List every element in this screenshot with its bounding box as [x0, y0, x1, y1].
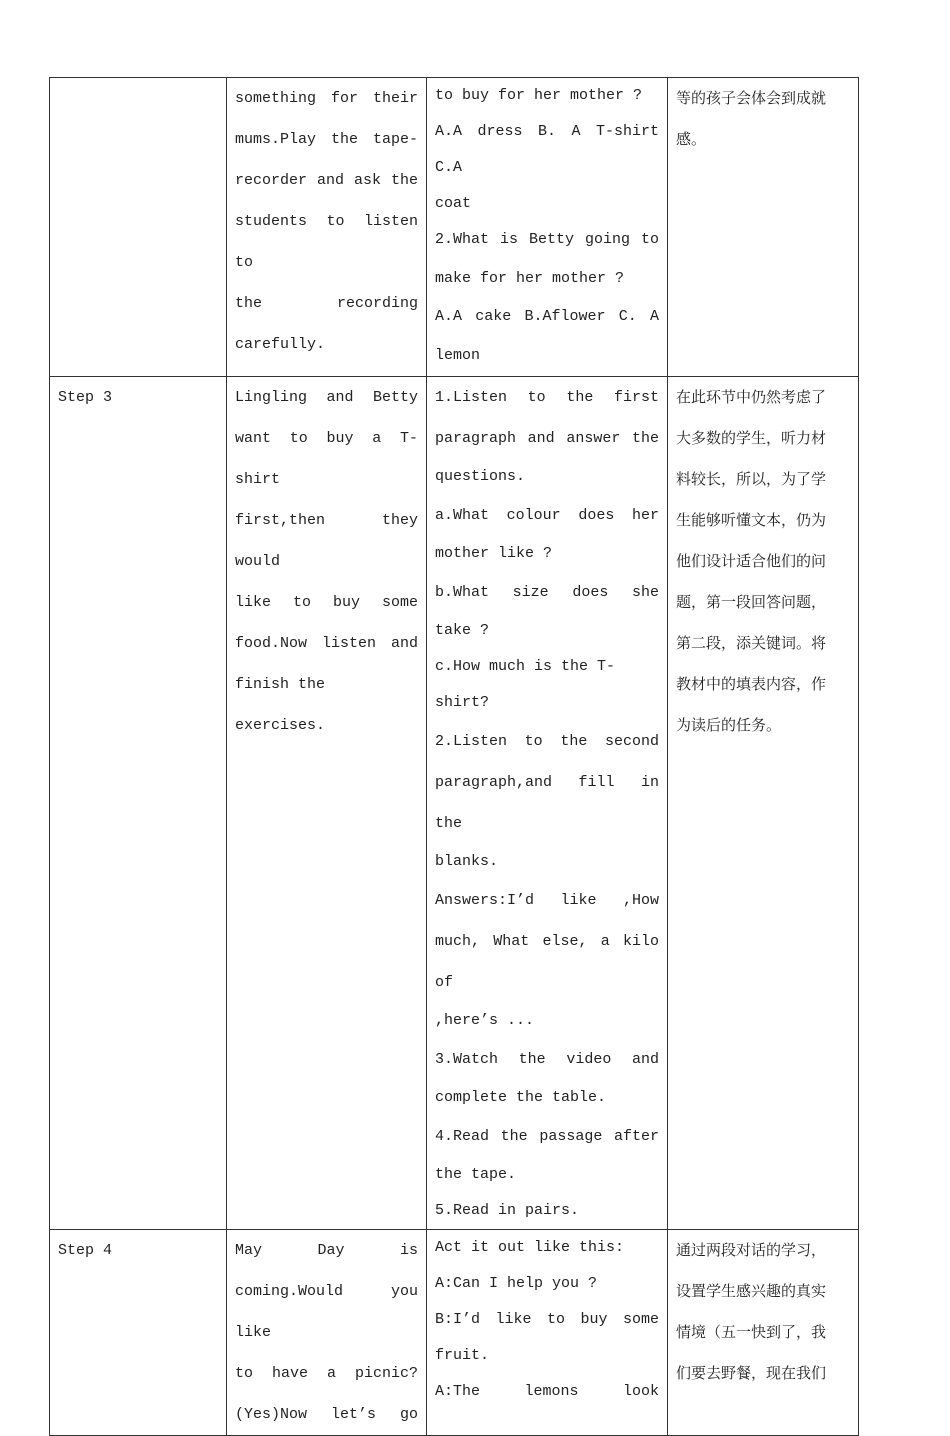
- purpose-line: 大多数的学生，听力材: [676, 429, 827, 447]
- activity-cell: [427, 377, 668, 1230]
- content-cell: [227, 377, 427, 1230]
- activity-line: complete the table.: [435, 1089, 607, 1106]
- purpose-line: 设置学生感兴趣的真实: [676, 1282, 827, 1300]
- content-line: recorder and ask the: [235, 172, 418, 189]
- step-cell: Step 3: [50, 377, 227, 1230]
- content-line: mums.Play the tape-: [235, 131, 418, 148]
- content-line: like to buy some: [235, 594, 418, 611]
- table-row: [50, 1230, 859, 1436]
- purpose-cell: [668, 1230, 859, 1436]
- step-cell: [50, 78, 227, 377]
- step-cell: Step 4: [50, 1230, 227, 1436]
- activity-line: questions.: [435, 468, 526, 485]
- activity-line: 2.What is Betty going to: [435, 231, 659, 248]
- purpose-line: 在此环节中仍然考虑了: [676, 388, 827, 406]
- table-row: [50, 78, 859, 377]
- activity-line: paragraph and answer the: [435, 430, 659, 447]
- content-line: finish the exercises.: [235, 676, 326, 734]
- content-line: (Yes)Now let’s go: [235, 1406, 418, 1423]
- activity-line: coat: [435, 195, 472, 212]
- activity-line: 1.Listen to the first: [435, 389, 659, 406]
- purpose-line: 他们设计适合他们的问: [676, 552, 827, 570]
- purpose-line: 题，第一段回答问题，: [676, 593, 827, 611]
- activity-line: ,here’s ...: [435, 1012, 535, 1029]
- activity-line: take ?: [435, 622, 490, 639]
- activity-line: blanks.: [435, 853, 499, 870]
- content-cell: [227, 78, 427, 377]
- activity-line: B:I’d like to buy some: [435, 1311, 659, 1328]
- content-line: first,then they would: [235, 512, 418, 570]
- activity-line: A:Can I help you ?: [435, 1275, 598, 1292]
- purpose-line: 通过两段对话的学习，: [676, 1241, 827, 1259]
- purpose-line: 生能够听懂文本，仍为: [676, 511, 827, 529]
- purpose-line: 教材中的填表内容，作: [676, 675, 827, 693]
- activity-line: 5.Read in pairs.: [435, 1202, 580, 1219]
- activity-line: A.A cake B.Aflower C. A: [435, 308, 659, 325]
- content-line: something for their: [235, 90, 418, 107]
- content-line: want to buy a T-shirt: [235, 430, 418, 488]
- activity-line: make for her mother ?: [435, 270, 625, 287]
- content-line: Lingling and Betty: [235, 389, 418, 406]
- purpose-line: 们要去野餐，现在我们: [676, 1364, 827, 1382]
- content-line: the recording: [235, 295, 418, 312]
- purpose-line: 等的孩子会体会到成就: [676, 89, 827, 107]
- content-cell: [227, 1230, 427, 1436]
- content-line: food.Now listen and: [235, 635, 418, 652]
- activity-line: to buy for her mother ?: [435, 87, 643, 104]
- activity-line: 3.Watch the video and: [435, 1051, 659, 1068]
- activity-line: mother like ?: [435, 545, 553, 562]
- content-line: May Day is: [235, 1242, 418, 1259]
- activity-line: the tape.: [435, 1166, 517, 1183]
- activity-cell: [427, 1230, 668, 1436]
- activity-line: c.How much is the T-shirt?: [435, 658, 616, 711]
- lesson-plan-table: [49, 77, 859, 1436]
- activity-line: A.A dress B. A T-shirt C.A: [435, 123, 659, 176]
- activity-cell: [427, 78, 668, 377]
- activity-line: 2.Listen to the second: [435, 733, 659, 750]
- content-line: to have a picnic?: [235, 1365, 418, 1382]
- activity-line: b.What size does she: [435, 584, 659, 601]
- purpose-line: 感。: [676, 130, 707, 148]
- activity-line: Act it out like this:: [435, 1239, 625, 1256]
- purpose-cell: [668, 377, 859, 1230]
- activity-line: 4.Read the passage after: [435, 1128, 659, 1145]
- activity-line: fruit.: [435, 1347, 490, 1364]
- content-line: carefully.: [235, 336, 326, 353]
- activity-line: A:The lemons look: [435, 1383, 659, 1400]
- content-line: coming.Would you like: [235, 1283, 418, 1341]
- table-row: [50, 377, 859, 1230]
- activity-line: Answers:I’d like ,How: [435, 892, 659, 909]
- purpose-line: 为读后的任务。: [676, 716, 782, 734]
- purpose-line: 第二段，添关键词。将: [676, 634, 827, 652]
- purpose-line: 情境（五一快到了，我: [676, 1323, 827, 1341]
- content-line: students to listen to: [235, 213, 418, 271]
- activity-line: much, What else, a kilo of: [435, 933, 659, 991]
- activity-line: lemon: [435, 347, 481, 364]
- activity-line: paragraph,and fill in the: [435, 774, 659, 832]
- activity-line: a.What colour does her: [435, 507, 659, 524]
- purpose-cell: [668, 78, 859, 377]
- purpose-line: 料较长，所以，为了学: [676, 470, 827, 488]
